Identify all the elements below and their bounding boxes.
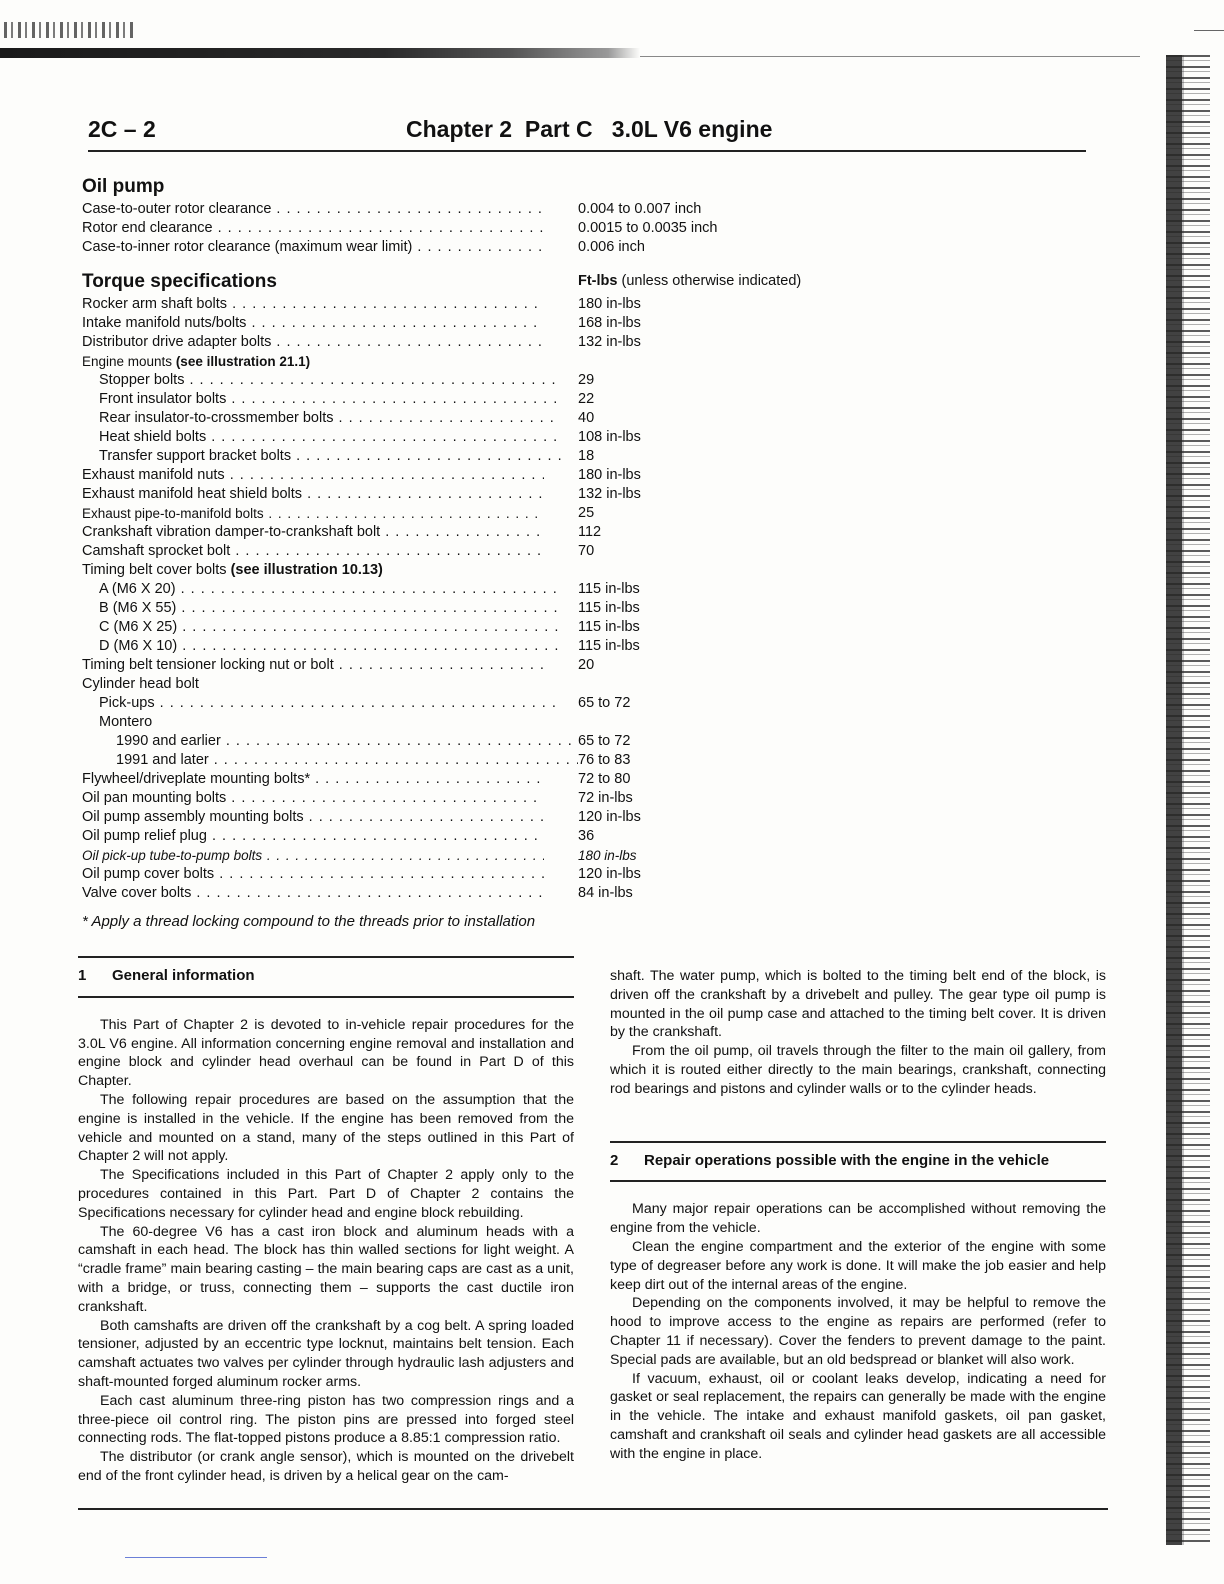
spec-value: 0.0015 to 0.0035 inch — [578, 220, 718, 236]
scan-marks — [4, 22, 134, 38]
paragraph: Depending on the components involved, it may be helpful to remove the hood to improve access to the engine as repairs are performed (refer to Chapter 11 if necessary). Cover the fenders to prevent damage to the paint. Special pads are available, but an old bedspread or blanket will also work. — [610, 1295, 1106, 1368]
spec-value: 132 in-lbs — [578, 334, 641, 350]
spec-value: 40 — [578, 410, 595, 426]
spec-label: Rear insulator-to-crossmember bolts . . . — [82, 409, 561, 428]
spec-value: 180 in-lbs — [578, 296, 641, 312]
spec-label: Pick-ups . . . — [82, 694, 561, 713]
torque-specs — [82, 269, 842, 930]
right-column — [610, 967, 1106, 1464]
spec-value: 36 — [578, 828, 595, 844]
bottom-rule — [78, 1508, 1108, 1510]
spec-value: 115 in-lbs — [578, 638, 640, 654]
page-header — [88, 112, 1086, 152]
spec-label: Stopper bolts . . . — [82, 371, 561, 390]
spec-label: Oil pick-up tube-to-pump bolts . . . — [82, 846, 544, 865]
spec-label: A (M6 X 20) . . . — [82, 580, 561, 599]
spec-label: D (M6 X 10) . . . — [82, 637, 561, 656]
section-heading — [78, 956, 574, 998]
torque-units-rest: (unless otherwise indicated) — [617, 273, 802, 289]
spec-label: Camshaft sprocket bolt . . . — [82, 542, 544, 561]
paragraph: The following repair procedures are based on the assumption that the engine is installed in the vehicle. If the engine has been removed from the vehicle and mounted on a stand, many of the steps outlined in this Part of Chapter 2 will not apply. — [78, 1091, 574, 1165]
illustration-ref: (see illustration 10.13) — [230, 562, 383, 578]
paragraph: Each cast aluminum three-ring piston has two compression rings and a three-piece oil control ring. The piston pins are pressed into forged steel connecting rods. The flat-topped pistons produce a 8.85:1 compression ratio. — [78, 1392, 574, 1447]
paragraph: Clean the engine compartment and the exterior of the engine with some type of degreaser before any work is done. It will make the job easier and help keep dirt out of the internal areas of the engine. — [610, 1238, 1106, 1293]
spec-value: 72 in-lbs — [578, 790, 633, 806]
paragraph: shaft. The water pump, which is bolted to the timing belt end of the block, is driven off the crankshaft by a drivebelt and pulley. The gear type oil pump is mounted in the oil pump case and attached to the timing belt cover. It is driven by the crankshaft. — [610, 968, 1106, 1041]
paragraph: If vacuum, exhaust, oil or coolant leaks develop, indicating a need for gasket or seal replacement, the repairs can generally be made with the engine in the vehicle. The intake and exhaust manifold gaskets, oil pan gasket, camshaft and crankshaft oil seals and cylinder head gaskets are all accessible with the engine in place. — [610, 1370, 1106, 1462]
spec-value: 120 in-lbs — [578, 866, 641, 882]
footnote: * Apply a thread locking compound to the threads prior to installation — [82, 913, 536, 930]
spec-value: 132 in-lbs — [578, 486, 641, 502]
spec-value: 180 in-lbs — [578, 467, 641, 483]
scan-corner-rule — [1194, 30, 1224, 31]
section-title: General information — [112, 967, 255, 984]
spec-label: Valve cover bolts . . . — [82, 884, 544, 903]
spec-row — [82, 200, 842, 219]
paragraph: Many major repair operations can be accomplished without removing the engine from the vehicle. — [610, 1201, 1106, 1237]
paragraph: The 60-degree V6 has a cast iron block and aluminum heads with a camshaft in each head. The block has thin walled sections for light weight. A “cradle frame” main bearing casting – the main bearing caps are cast as a unit, with a bridge, or truss, connecting them – supports the cast ductile iron crankshaft. — [78, 1223, 574, 1315]
spec-label: Oil pump cover bolts . . . — [82, 865, 544, 884]
spec-label: Front insulator bolts . . . — [82, 390, 561, 409]
scan-top-bar — [0, 48, 640, 58]
spec-group-label: Cylinder head bolt — [82, 676, 199, 692]
spec-value: 112 — [578, 524, 602, 540]
spec-group-label: Montero — [99, 714, 153, 730]
spec-value: 168 in-lbs — [578, 315, 641, 331]
spec-label: Intake manifold nuts/bolts . . . — [82, 314, 544, 333]
spec-label: Case-to-inner rotor clearance (maximum wear limit) . . . — [82, 238, 544, 257]
spec-value: 29 — [578, 372, 595, 388]
spec-value: 25 — [578, 505, 595, 521]
spec-label: Oil pump relief plug . . . — [82, 827, 544, 846]
spec-value: 22 — [578, 391, 595, 407]
spec-label: Oil pump assembly mounting bolts . . . — [82, 808, 544, 827]
spec-label: Exhaust pipe-to-manifold bolts . . . — [82, 504, 544, 523]
section-number: 2 — [610, 1151, 619, 1169]
paragraph: The distributor (or crank angle sensor), which is mounted on the drivebelt end of the front cylinder head, is driven by a helical gear on the cam- — [78, 1449, 574, 1484]
spec-value: 108 in-lbs — [578, 429, 641, 445]
spec-label: Crankshaft vibration damper-to-crankshaft bolt . . . — [82, 523, 544, 542]
spec-label: B (M6 X 55) . . . — [82, 599, 561, 618]
spec-label: 1990 and earlier . . . — [82, 732, 578, 751]
spec-value: 65 to 72 — [578, 733, 631, 749]
spec-group-text: Engine mounts — [82, 354, 176, 369]
page-number: 2C – 2 — [88, 116, 156, 142]
scan-binding-edge — [1166, 55, 1210, 1545]
paragraph: This Part of Chapter 2 is devoted to in-vehicle repair procedures for the 3.0L V6 engine. All information concerning engine removal and installation and engine block and cylinder head overhaul can be found in Part D of this Chapter. — [78, 1016, 574, 1090]
spec-value: 120 in-lbs — [578, 809, 641, 825]
spec-value: 115 in-lbs — [578, 619, 640, 635]
spec-label: Exhaust manifold nuts . . . — [82, 466, 544, 485]
illustration-ref: (see illustration 21.1) — [175, 354, 311, 369]
spec-label: C (M6 X 25) . . . — [82, 618, 561, 637]
paragraph: The Specifications included in this Part of Chapter 2 apply only to the procedures contained in this Part. Part D of Chapter 2 contains the Specifications necessary for cylinder head and engine block rebuilding. — [78, 1167, 574, 1221]
spec-label: Case-to-outer rotor clearance . . . — [82, 200, 544, 219]
spec-row — [82, 219, 842, 238]
spec-label: Transfer support bracket bolts . . . — [82, 447, 561, 466]
spec-value: 72 to 80 — [578, 771, 631, 787]
spec-value: 20 — [578, 657, 595, 673]
spec-value: 180 in-lbs — [578, 848, 637, 863]
scan-top-rule — [640, 56, 1140, 57]
spec-value: 115 in-lbs — [578, 581, 640, 597]
torque-header — [82, 269, 842, 295]
paragraph: From the oil pump, oil travels through the filter to the main oil gallery, from which it is routed either directly to the main bearings, crankshaft, connecting rod bearings and pistons and cylinder walls or to the cylinder heads. — [610, 1043, 1106, 1097]
spec-value: 0.006 inch — [578, 239, 645, 255]
left-column — [78, 956, 574, 1486]
spec-value: 18 — [578, 448, 595, 464]
spec-value: 70 — [578, 543, 595, 559]
torque-units — [578, 273, 801, 289]
section-number: 1 — [78, 967, 87, 984]
spec-label: Rocker arm shaft bolts . . . — [82, 295, 544, 314]
spec-value: 115 in-lbs — [578, 600, 640, 616]
spec-group-label — [82, 352, 544, 371]
spec-label: Rotor end clearance . . . — [82, 219, 544, 238]
spec-label: Exhaust manifold heat shield bolts . . . — [82, 485, 544, 504]
oil-pump-title: Oil pump — [82, 176, 165, 197]
section-title: Repair operations possible with the engine in the vehicle — [644, 1151, 1050, 1169]
spec-group-label — [82, 561, 544, 580]
torque-units-bold: Ft-lbs — [578, 273, 618, 289]
spec-row — [82, 238, 842, 257]
section-heading — [610, 1141, 1106, 1183]
torque-title: Torque specifications — [82, 271, 277, 292]
spec-value: 0.004 to 0.007 inch — [578, 201, 702, 217]
spec-label: 1991 and later . . . — [82, 751, 578, 770]
spec-group-text: Timing belt cover bolts — [82, 562, 231, 578]
spec-value: 76 to 83 — [578, 752, 631, 768]
footer-rule — [125, 1557, 267, 1558]
oil-pump-specs — [82, 174, 842, 257]
spec-label: Timing belt tensioner locking nut or bolt . . . — [82, 656, 544, 675]
spec-label: Heat shield bolts . . . — [82, 428, 561, 447]
spec-label: Distributor drive adapter bolts . . . — [82, 333, 544, 352]
spec-value: 65 to 72 — [578, 695, 631, 711]
spec-label: Flywheel/driveplate mounting bolts* . . . — [82, 770, 544, 789]
paragraph: Both camshafts are driven off the crankshaft by a cog belt. A spring loaded tensioner, adjusted by an eccentric type locknut, maintains belt tension. Each camshaft actuates two valves per cylinder through hydraulic lash adjusters and shaft-mounted forged aluminum rocker arms. — [78, 1317, 574, 1390]
spec-value: 84 in-lbs — [578, 885, 633, 901]
spec-label: Oil pan mounting bolts . . . — [82, 789, 544, 808]
chapter-title: Chapter 2 Part C 3.0L V6 engine — [406, 116, 773, 142]
